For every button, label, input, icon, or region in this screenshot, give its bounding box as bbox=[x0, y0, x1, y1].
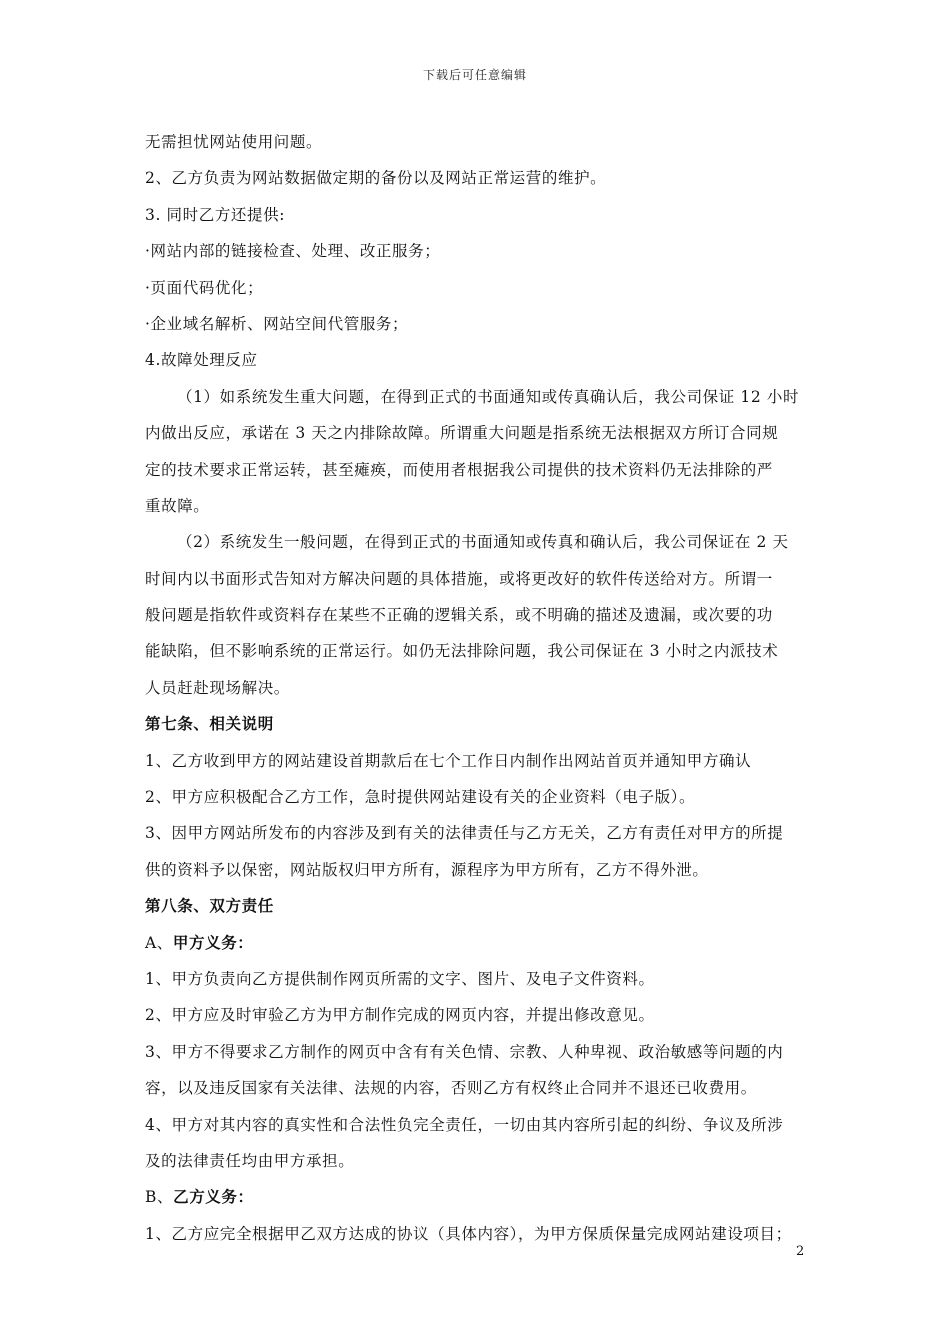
paragraph-line: 人员赶赴现场解决。 bbox=[145, 678, 290, 697]
subsection-heading: 甲方义务： bbox=[172, 932, 254, 952]
paragraph-line: 能缺陷，但不影响系统的正常运行。如仍无法排除问题，我公司保证在 3 小时之内派技术 bbox=[145, 642, 779, 661]
paragraph-line: 1、甲方负责向乙方提供制作网页所需的文字、图片、及电子文件资料。 bbox=[145, 969, 655, 988]
paragraph-line: 无需担忧网站使用问题。 bbox=[145, 133, 323, 151]
paragraph-line bbox=[145, 1179, 815, 1215]
paragraph-line bbox=[145, 925, 815, 961]
paragraph-line: 2、乙方负责为网站数据做定期的备份以及网站正常运营的维护。 bbox=[145, 169, 607, 188]
list-marker: B、 bbox=[145, 1188, 174, 1207]
paragraph-line: 3、因甲方网站所发布的内容涉及到有关的法律责任与乙方无关，乙方有责任对甲方的所提 bbox=[145, 824, 784, 843]
paragraph-line: 般问题是指软件或资料存在某些不正确的逻辑关系，或不明确的描述及遗漏，或次要的功 bbox=[145, 606, 773, 625]
paragraph-line: 定的技术要求正常运转，甚至瘫痪，而使用者根据我公司提供的技术资料仍无法排除的严 bbox=[145, 460, 773, 479]
paragraph-line: 容，以及违反国家有关法律、法规的内容，否则乙方有权终止合同并不退还已收费用。 bbox=[145, 1079, 757, 1098]
paragraph-line: ·网站内部的链接检查、处理、改正服务； bbox=[145, 242, 441, 261]
section-heading: 第七条、相关说明 bbox=[145, 714, 274, 734]
paragraph-line: 内做出反应，承诺在 3 天之内排除故障。所谓重大问题是指系统无法根据双方所订合同规 bbox=[145, 424, 779, 443]
section-heading: 第八条、双方责任 bbox=[145, 896, 274, 916]
paragraph-line: 1、乙方收到甲方的网站建设首期款后在七个工作日内制作出网站首页并通知甲方确认 bbox=[145, 751, 752, 770]
subsection-heading: 乙方义务： bbox=[173, 1187, 254, 1207]
document-body bbox=[145, 124, 815, 1252]
paragraph-line: （2）系统发生一般问题，在得到正式的书面通知或传真和确认后，我公司保证在 2 天 bbox=[177, 533, 789, 552]
paragraph-line: 3、甲方不得要求乙方制作的网页中含有有关色情、宗教、人种卑视、政治敏感等问题的内 bbox=[145, 1042, 784, 1061]
paragraph-line: ·页面代码优化； bbox=[145, 278, 264, 297]
paragraph-line: 时间内以书面形式告知对方解决问题的具体措施，或将更改好的软件传送给对方。所谓一 bbox=[145, 569, 773, 588]
paragraph-line: 4.故障处理反应 bbox=[145, 351, 258, 370]
paragraph-line: 及的法律责任均由甲方承担。 bbox=[145, 1151, 355, 1170]
paragraph-line: 3. 同时乙方还提供: bbox=[145, 205, 286, 224]
paragraph-line: 供的资料予以保密，网站版权归甲方所有，源程序为甲方所有，乙方不得外泄。 bbox=[145, 860, 709, 879]
paragraph-line: 4、甲方对其内容的真实性和合法性负完全责任，一切由其内容所引起的纠纷、争议及所涉 bbox=[145, 1115, 784, 1134]
page-header: 下载后可任意编辑 bbox=[422, 68, 527, 82]
paragraph-line: 2、甲方应及时审验乙方为甲方制作完成的网页内容，并提出修改意见。 bbox=[145, 1006, 655, 1025]
page-number: 2 bbox=[796, 1244, 805, 1259]
paragraph-line: 重故障。 bbox=[145, 496, 210, 515]
paragraph-line: 2、甲方应积极配合乙方工作，急时提供网站建设有关的企业资料（电子版）。 bbox=[145, 788, 696, 807]
paragraph-line: ·企业域名解析、网站空间代管服务； bbox=[145, 314, 409, 333]
list-marker: A、 bbox=[145, 933, 173, 952]
paragraph-line: 1、乙方应完全根据甲乙双方达成的协议（具体内容），为甲方保质保量完成网站建设项目； bbox=[145, 1224, 792, 1243]
paragraph-line: （1）如系统发生重大问题，在得到正式的书面通知或传真确认后，我公司保证 12 小时 bbox=[177, 387, 800, 406]
